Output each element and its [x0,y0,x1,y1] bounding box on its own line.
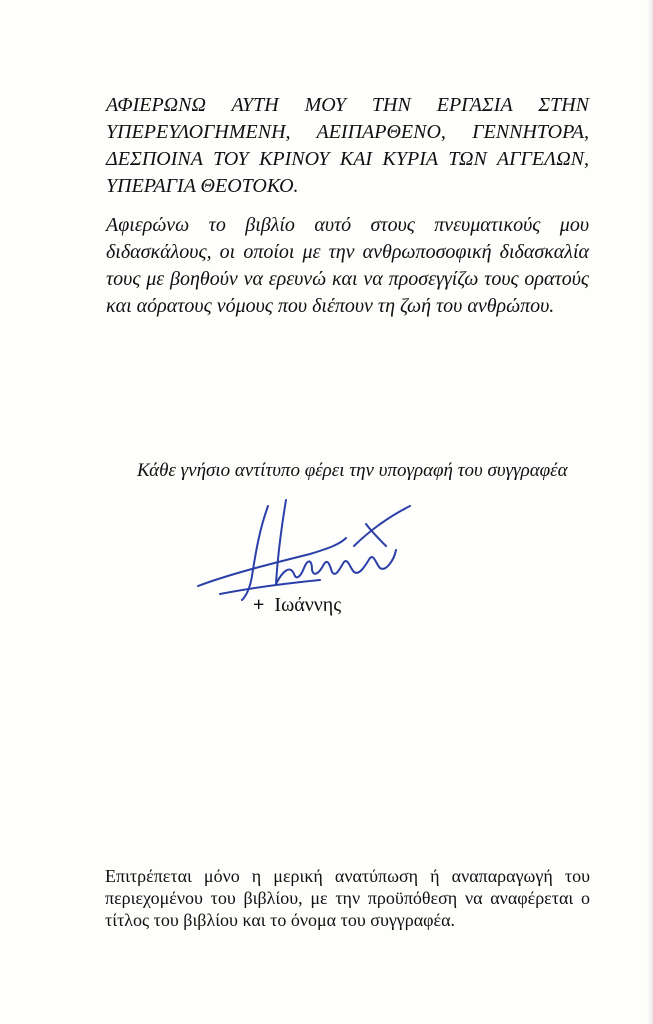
author-line [253,592,341,618]
cross-icon: + [253,594,265,616]
authenticity-note: Κάθε γνήσιο αντίτυπο φέρει την υπογραφή του συγγραφέα [137,460,568,481]
copyright-notice: Επιτρέπεται μόνο η μερική ανατύπωση ή αναπαραγωγή του περιεχομένου του βιβλίου, με την προϋπόθεση να αναφέρεται ο τίτλος του βιβλίου και το όνομα του συγγραφέα. [105,866,590,930]
dedication-paragraph-teachers: Αφιερώνω το βιβλίο αυτό στους πνευματικούς μου διδασκάλους, οι οποίοι με την ανθρωποσοφική διδασκαλία τους με βοηθούν να ερευνώ και να προσεγγίζω τους ορατούς και αόρατους νόμους που διέπουν τη ζωή του ανθρώπου. [106,214,589,317]
page-edge-shadow [647,0,653,1024]
author-signature [190,488,420,608]
author-name: Ιωάννης [274,594,342,616]
dedication-paragraph-theotokos: ΑΦΙΕΡΩΝΩ ΑΥΤΗ ΜΟΥ ΤΗΝ ΕΡΓΑΣΙΑ ΣΤΗΝ ΥΠΕΡΕΥΛΟΓΗΜΕΝΗ, ΑΕΙΠΑΡΘΕΝΟ, ΓΕΝΝΗΤΟΡΑ, ΔΕΣΠΟΙΝΑ ΤΟΥ ΚΡΙΝΟΥ ΚΑΙ ΚΥΡΙΑ ΤΩΝ ΑΓΓΕΛΩΝ, ΥΠΕΡΑΓΙΑ ΘΕΟΤΟΚΟ. [106,94,589,197]
